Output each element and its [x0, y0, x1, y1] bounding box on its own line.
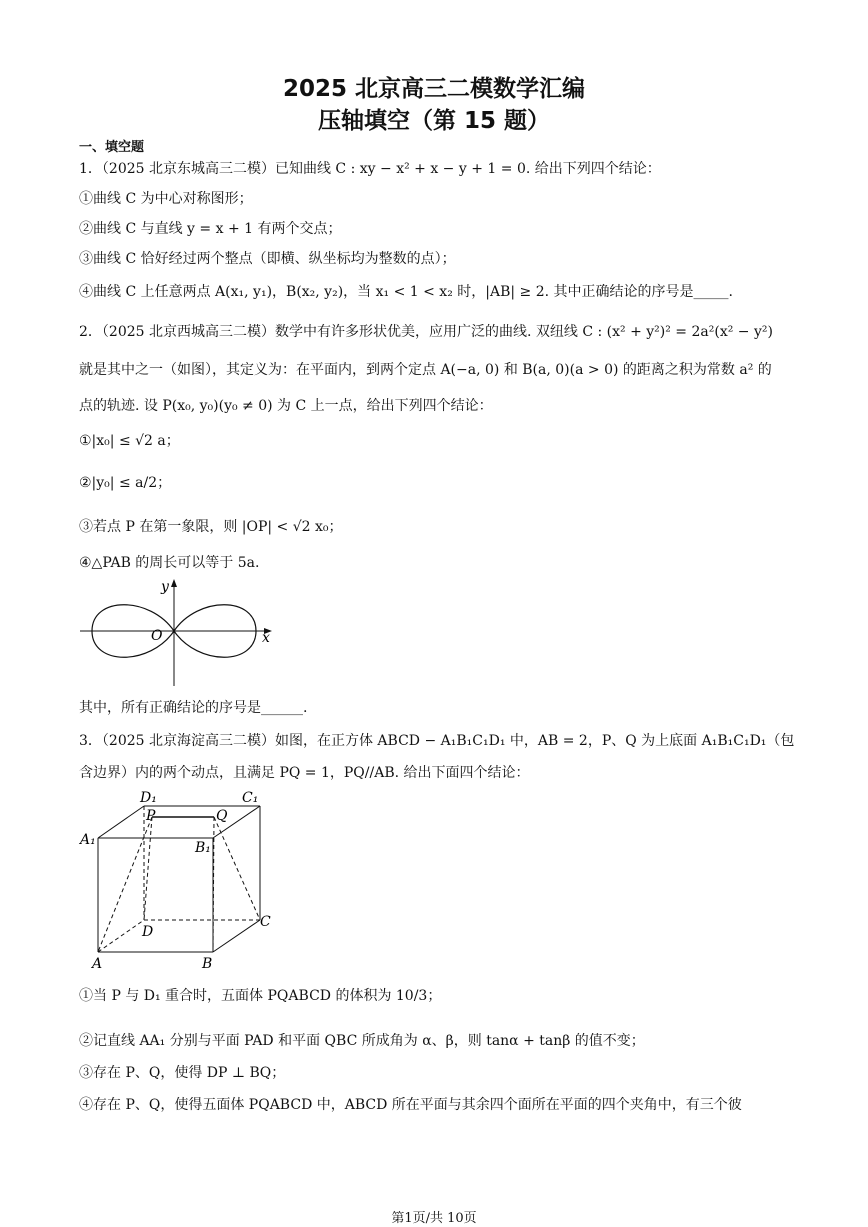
q2-option-2: ②|y₀| ≤ a/2； [79, 475, 172, 491]
page-footer: 第1页/共 10页 [391, 1211, 477, 1226]
label-P: P [146, 808, 156, 824]
y-axis-arrow [171, 579, 177, 587]
q3-stem-line-1: 3．（2025 北京海淀高三二模）如图，在正方体 ABCD − A₁B₁C₁D₁ 中，AB = 2，P、Q 为上底面 A₁B₁C₁D₁（包 [79, 733, 795, 749]
x-axis-label: x [262, 630, 270, 646]
q2-answer-line: 其中，所有正确结论的序号是______. [79, 700, 308, 716]
label-D1: D₁ [140, 790, 157, 806]
q2-stem-line-1: 2．（2025 北京西城高三二模）数学中有许多形状优美，应用广泛的曲线. 双纽线 C : (x² + y²)² = 2a²(x² − y²) [79, 324, 773, 340]
y-axis-label: y [161, 579, 169, 595]
q1-option-3: ③曲线 C 恰好经过两个整点（即横、纵坐标均为整数的点）； [79, 251, 456, 267]
q2-option-4: ④△PAB 的周长可以等于 5a. [79, 555, 260, 571]
q3-option-4: ④存在 P、Q，使得五面体 PQABCD 中，ABCD 所在平面与其余四个面所在平面的四个夹角中，有三个彼 [79, 1097, 742, 1113]
label-C1: C₁ [242, 790, 259, 806]
q2-option-1: ①|x₀| ≤ √2 a； [79, 433, 180, 449]
label-B: B [202, 956, 213, 972]
label-C: C [260, 914, 271, 930]
q2-stem-line-3: 点的轨迹. 设 P(x₀, y₀)(y₀ ≠ 0) 为 C 上一点，给出下列四个结论： [79, 398, 493, 414]
label-A1: A₁ [80, 832, 96, 848]
cube-figure [78, 786, 278, 974]
section-heading: 一、填空题 [79, 140, 145, 155]
q2-stem-line-2: 就是其中之一（如图），其定义为：在平面内，到两个定点 A(−a, 0) 和 B(a, 0)(a > 0) 的距离之积为常数 a² 的 [79, 362, 772, 378]
origin-label: O [151, 628, 163, 644]
q3-option-2: ②记直线 AA₁ 分别与平面 PAD 和平面 QBC 所成角为 α、β，则 tanα + tanβ 的值不变； [79, 1033, 645, 1049]
label-Q: Q [216, 808, 228, 824]
q1-option-2: ②曲线 C 与直线 y = x + 1 有两个交点； [79, 221, 342, 237]
q3-option-1: ①当 P 与 D₁ 重合时，五面体 PQABCD 的体积为 10/3； [79, 988, 442, 1004]
lemniscate-figure [78, 576, 278, 688]
label-D: D [142, 924, 154, 940]
label-A: A [92, 956, 103, 972]
document-subtitle: 压轴填空（第 15 题） [317, 108, 551, 134]
q3-stem-line-2: 含边界）内的两个动点，且满足 PQ = 1，PQ//AB. 给出下面四个结论： [79, 765, 530, 781]
q3-option-3: ③存在 P、Q，使得 DP ⊥ BQ； [79, 1065, 286, 1081]
q1-option-1: ①曲线 C 为中心对称图形； [79, 191, 253, 207]
q1-option-4: ④曲线 C 上任意两点 A(x₁, y₁)，B(x₂, y₂)，当 x₁ < 1 < x₂ 时，|AB| ≥ 2. 其中正确结论的序号是_____. [79, 284, 733, 300]
q2-option-3: ③若点 P 在第一象限，则 |OP| < √2 x₀； [79, 519, 343, 535]
label-B1: B₁ [195, 840, 211, 856]
document-title: 2025 北京高三二模数学汇编 [282, 76, 586, 102]
q1-stem: 1．（2025 北京东城高三二模）已知曲线 C : xy − x² + x − y + 1 = 0. 给出下列四个结论： [79, 161, 661, 177]
